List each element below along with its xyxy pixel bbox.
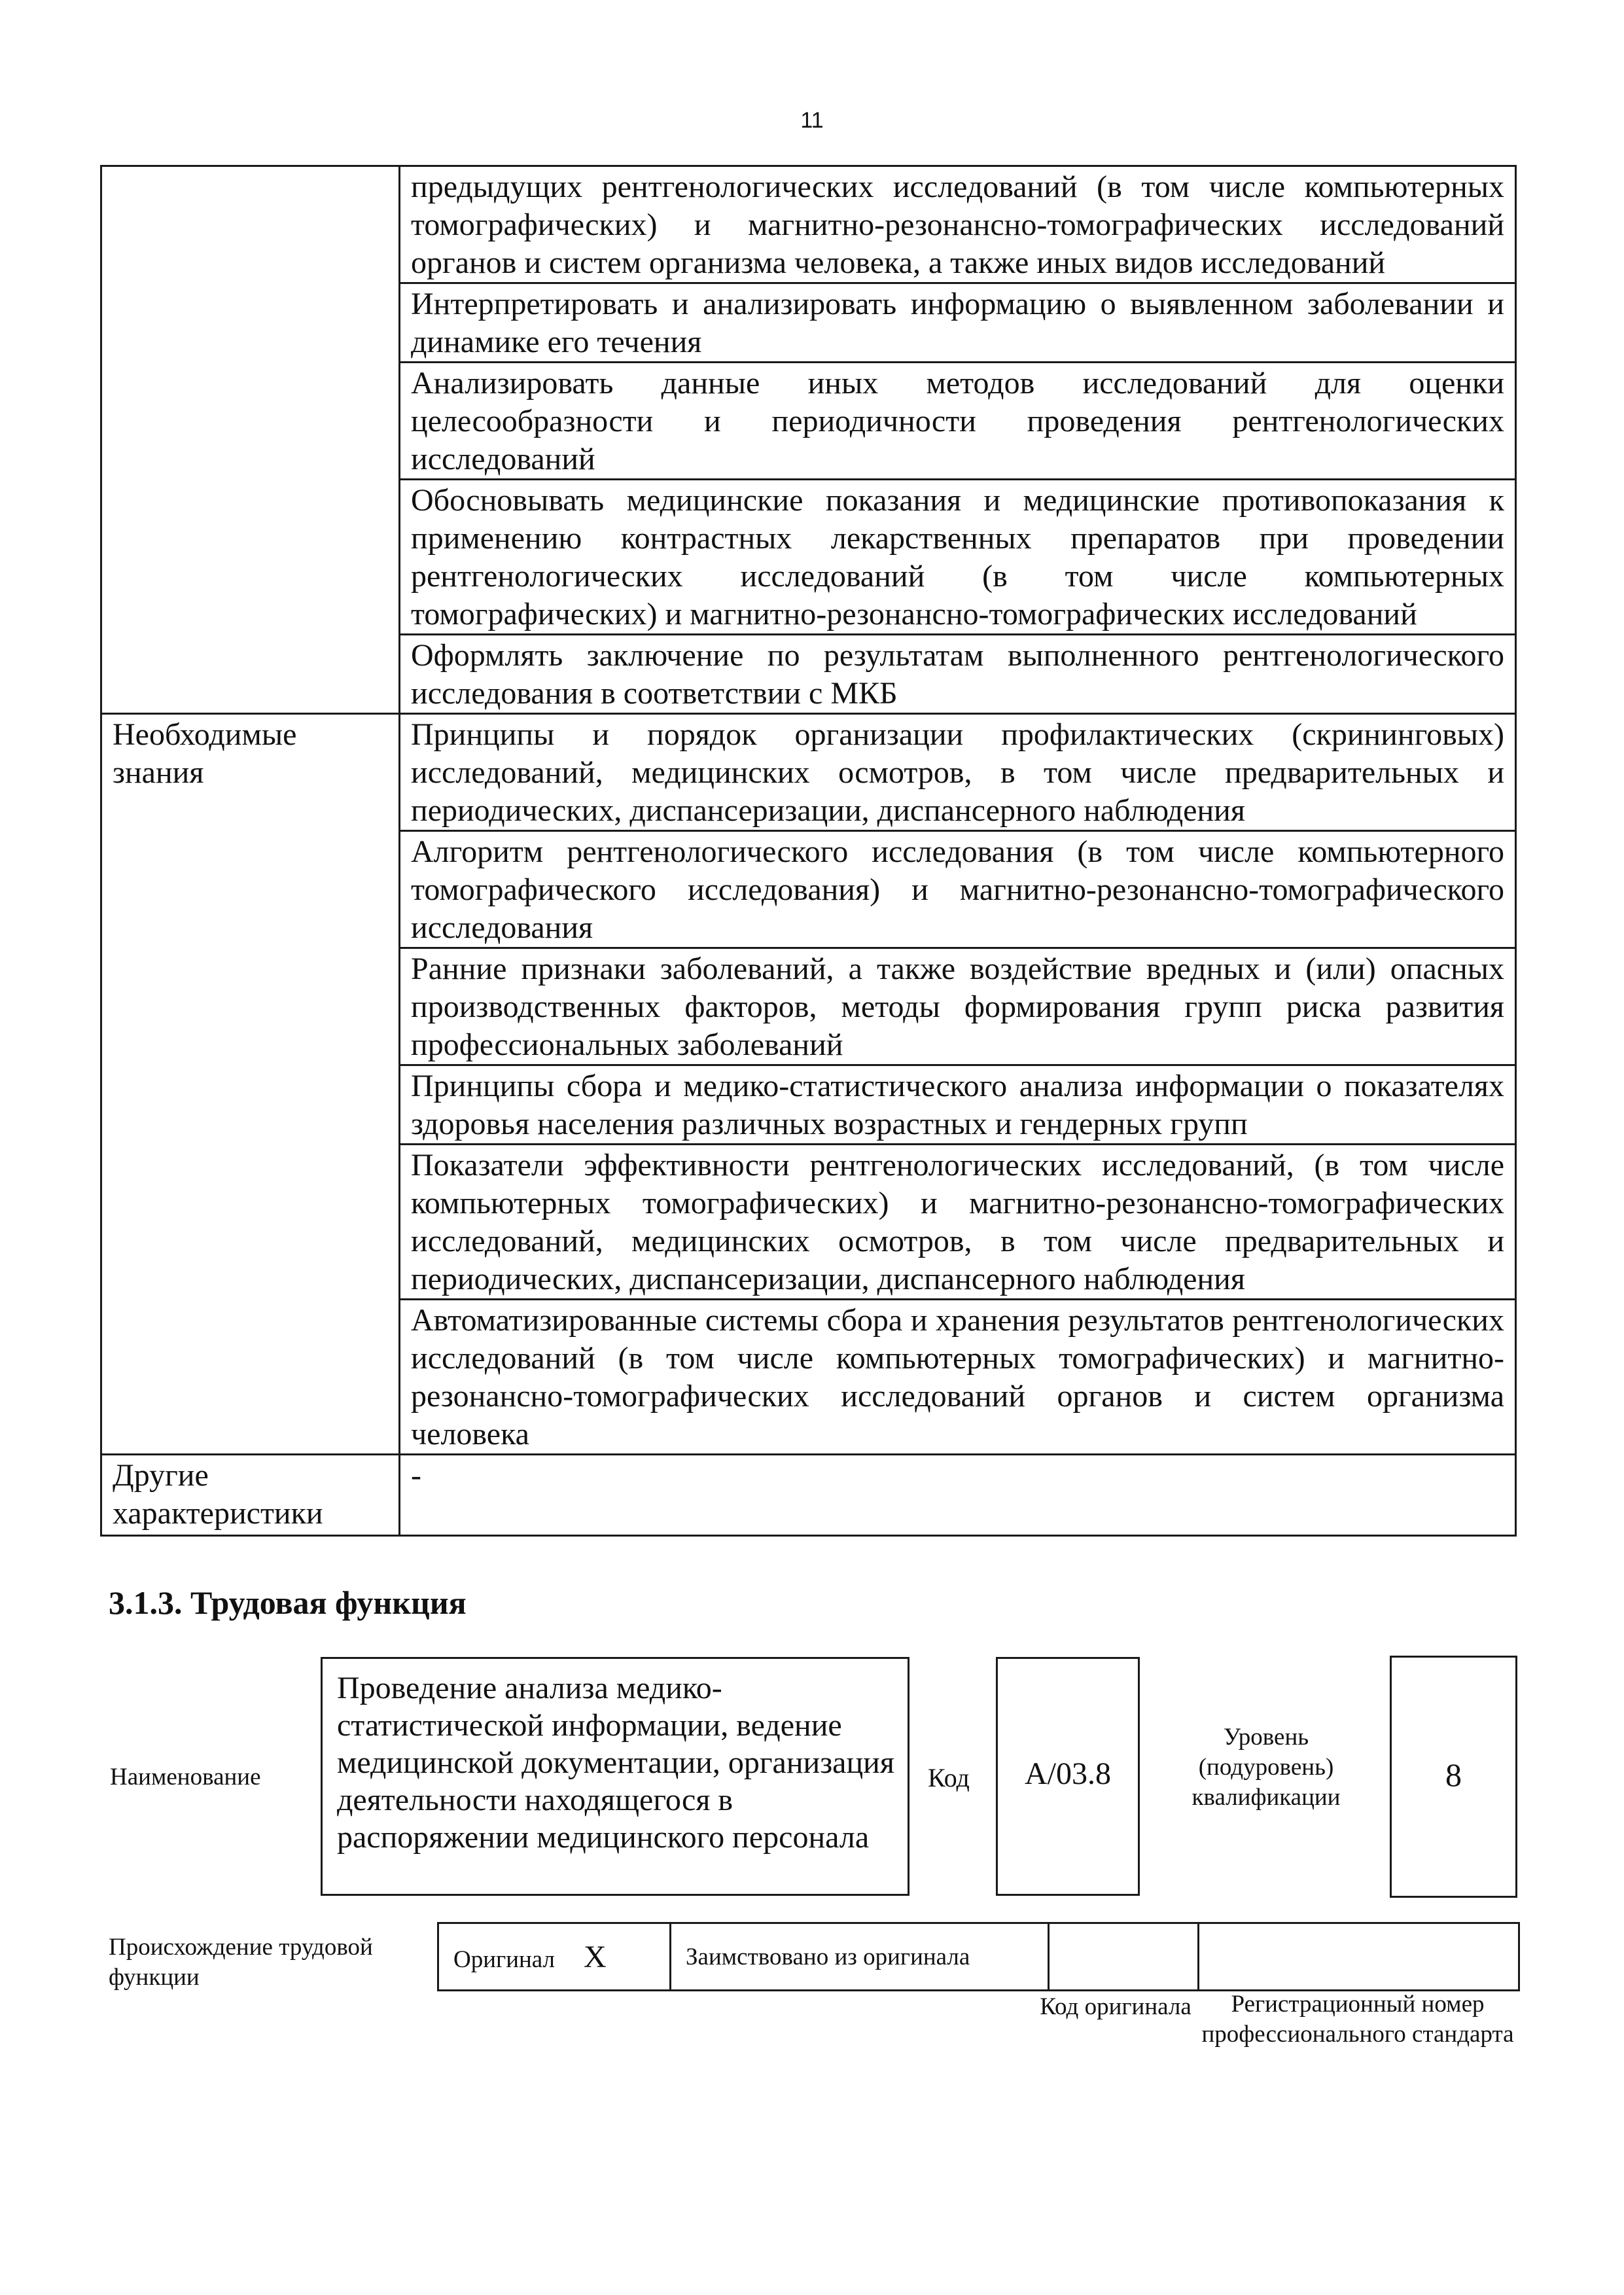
- origin-mark: X: [584, 1939, 607, 1974]
- code-label: Код: [928, 1763, 970, 1792]
- origin-code-caption: Код оригинала: [1040, 1993, 1192, 2020]
- table-row: [101, 1065, 1516, 1145]
- skill-cell: Обосновывать медицинские показания и медицинские противопоказания к применению контрастных лекарственных препаратов при проведении рентгенологических исследований (в том числе компьютерных томографических) и магнитно-резонансно-томографических исследований: [400, 480, 1516, 635]
- function-name: Проведение анализа медико-статистической информации, ведение медицинской документации, организация деятельности находящегося в распоряжении медицинского персонала: [321, 1657, 909, 1896]
- qualification-level-label: Уровень (подуровень) квалификации: [1192, 1724, 1341, 1811]
- empty-label-cell: [101, 283, 400, 363]
- empty-label-cell: [101, 831, 400, 948]
- knowledge-label: Необходимые знания: [101, 714, 400, 831]
- knowledge-cell: Принципы и порядок организации профилактических (скрининговых) исследований, медицинских осмотров, в том числе предварительных и периодических, диспансеризации, диспансерного наблюдения: [400, 714, 1516, 831]
- other-label: Другие характеристики: [101, 1455, 400, 1536]
- table-row: [101, 166, 1516, 283]
- origin-borrowed-cell: Заимствовано из оригинала: [671, 1923, 1049, 1991]
- table-row: [101, 831, 1516, 948]
- empty-label-cell: [101, 635, 400, 714]
- qualification-level-value: 8: [1390, 1656, 1517, 1898]
- origin-code-cell: [1049, 1923, 1199, 1991]
- requirements-table: [100, 165, 1517, 1537]
- table-row: [101, 1145, 1516, 1300]
- empty-label-cell: [101, 166, 400, 283]
- skill-cell: Интерпретировать и анализировать информацию о выявленном заболевании и динамике его течения: [400, 283, 1516, 363]
- empty-label-cell: [101, 480, 400, 635]
- empty-label-cell: [101, 363, 400, 480]
- table-row: [101, 635, 1516, 714]
- empty-label-cell: [101, 1145, 400, 1300]
- knowledge-cell: Показатели эффективности рентгенологических исследований, (в том числе компьютерных томографических) и магнитно-резонансно-томографических исследований, медицинских осмотров, в том числе предварительных и периодических, диспансеризации, диспансерного наблюдения: [400, 1145, 1516, 1300]
- knowledge-cell: Автоматизированные системы сбора и хранения результатов рентгенологических исследований (в том числе компьютерных томографических) и магнитно-резонансно-томографических исследований органов и систем организма человека: [400, 1300, 1516, 1455]
- knowledge-cell: Принципы сбора и медико-статистического анализа информации о показателях здоровья населения различных возрастных и гендерных групп: [400, 1065, 1516, 1145]
- knowledge-cell: Ранние признаки заболеваний, а также воздействие вредных и (или) опасных производственных факторов, методы формирования групп риска развития профессиональных заболеваний: [400, 948, 1516, 1065]
- skill-cell: предыдущих рентгенологических исследований (в том числе компьютерных томографических) и магнитно-резонансно-томографических исследований органов и систем организма человека, а также иных видов исследований: [400, 166, 1516, 283]
- code-value: A/03.8: [996, 1657, 1140, 1896]
- table-row: [101, 948, 1516, 1065]
- knowledge-cell: Алгоритм рентгенологического исследования (в том числе компьютерного томографического исследования) и магнитно-резонансно-томографического исследования: [400, 831, 1516, 948]
- origin-label: Происхождение трудовой функции: [109, 1934, 373, 1991]
- origin-original-cell: [438, 1923, 671, 1991]
- table-row: [101, 363, 1516, 480]
- table-row: [438, 1923, 1519, 1991]
- section-title: 3.1.3. Трудовая функция: [109, 1584, 467, 1621]
- table-row: [101, 283, 1516, 363]
- skill-cell: Анализировать данные иных методов исследований для оценки целесообразности и периодичности проведения рентгенологических исследований: [400, 363, 1516, 480]
- name-label: Наименование: [110, 1764, 261, 1790]
- table-row: [101, 1300, 1516, 1455]
- empty-label-cell: [101, 1300, 400, 1455]
- origin-reg-caption: Регистрационный номер профессионального стандарта: [1201, 1991, 1514, 2048]
- table-row: [101, 1455, 1516, 1536]
- origin-original-label: Оригинал: [453, 1946, 556, 1973]
- other-value: -: [400, 1455, 1516, 1536]
- empty-label-cell: [101, 948, 400, 1065]
- empty-label-cell: [101, 1065, 400, 1145]
- origin-reg-cell: [1199, 1923, 1519, 1991]
- table-row: [101, 714, 1516, 831]
- skill-cell: Оформлять заключение по результатам выполненного рентгенологического исследования в соответствии с МКБ: [400, 635, 1516, 714]
- table-row: [101, 480, 1516, 635]
- origin-table: [437, 1922, 1520, 1991]
- page-number: 11: [800, 108, 824, 133]
